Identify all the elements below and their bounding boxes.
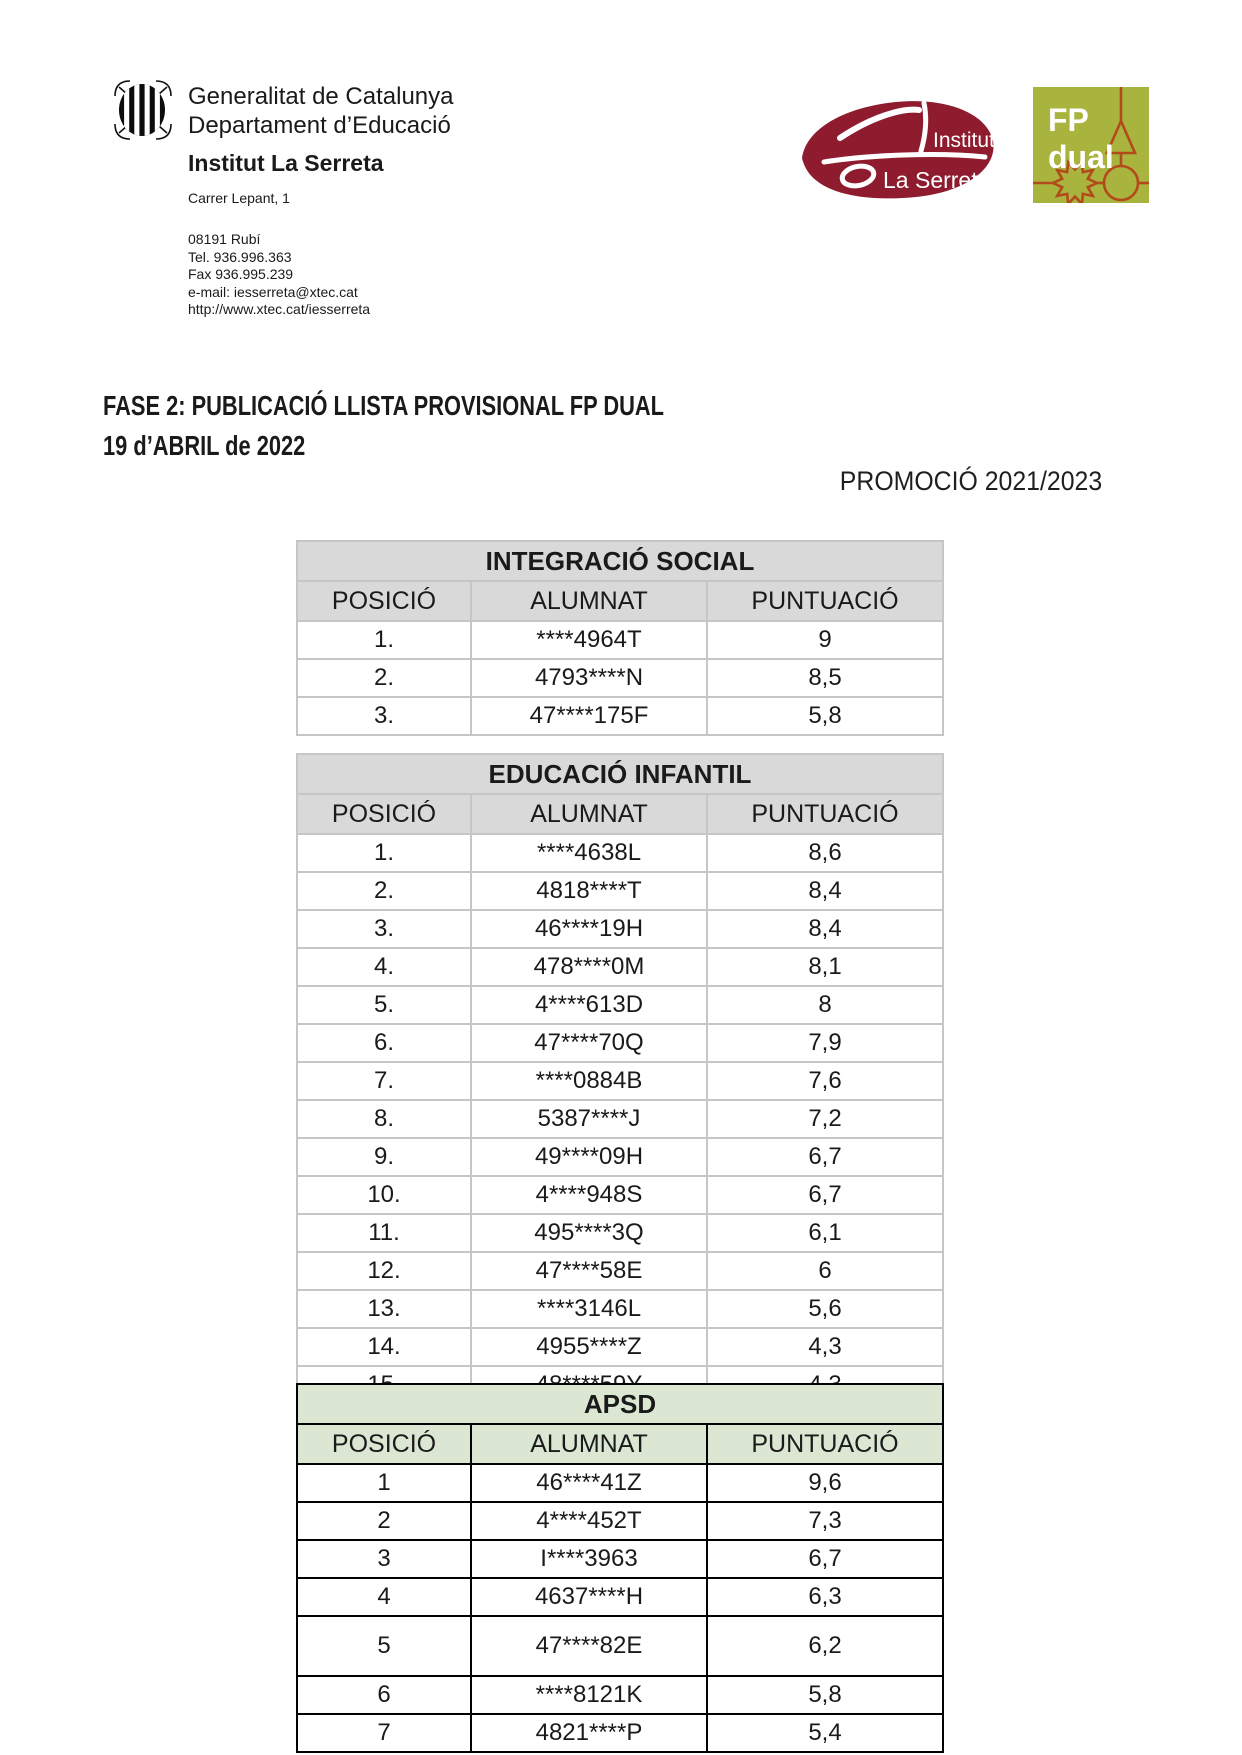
- table-row: [297, 1176, 943, 1214]
- postal-city: 08191 Rubí: [188, 231, 261, 247]
- column-header: PUNTUACIÓ: [707, 794, 943, 834]
- table-cell: 3: [297, 1540, 471, 1578]
- fax: Fax 936.995.239: [188, 266, 294, 282]
- table-cell: 2.: [297, 659, 471, 697]
- street-address: Carrer Lepant, 1: [188, 190, 290, 206]
- table-cell: 6,1: [707, 1214, 943, 1252]
- table-cell: 4****948S: [471, 1176, 707, 1214]
- document-title-line2: 19 d’ABRIL de 2022: [103, 430, 306, 461]
- table-row: [297, 1464, 943, 1502]
- table-cell: 7,2: [707, 1100, 943, 1138]
- serreta-logo-text1: Institut: [933, 129, 995, 152]
- table-cell: 9,6: [707, 1464, 943, 1502]
- column-header: ALUMNAT: [471, 794, 707, 834]
- table-cell: 2: [297, 1502, 471, 1540]
- column-header: POSICIÓ: [297, 581, 471, 621]
- table-integracio-social: [296, 540, 944, 736]
- table-cell: 7,9: [707, 1024, 943, 1062]
- table-cell: 4****452T: [471, 1502, 707, 1540]
- phone: Tel. 936.996.363: [188, 248, 292, 265]
- table-cell: 5,8: [707, 1676, 943, 1714]
- table-cell: 7,3: [707, 1502, 943, 1540]
- table-cell: 5: [297, 1616, 471, 1676]
- table-cell: 10.: [297, 1176, 471, 1214]
- column-header: POSICIÓ: [297, 794, 471, 834]
- table-row: [297, 1714, 943, 1752]
- table-row: [297, 1328, 943, 1366]
- fpdual-logo-text1: FP: [1048, 102, 1089, 138]
- contact-block: [188, 231, 370, 319]
- table-cell: 4.: [297, 948, 471, 986]
- table-cell: 49****09H: [471, 1138, 707, 1176]
- table-cell: ****8121K: [471, 1676, 707, 1714]
- school-name: Institut La Serreta: [188, 150, 384, 176]
- table-cell: 9: [707, 621, 943, 659]
- org-header: [188, 82, 454, 178]
- table-cell: 495****3Q: [471, 1214, 707, 1252]
- table-cell: ****3146L: [471, 1290, 707, 1328]
- table-cell: 8: [707, 986, 943, 1024]
- table-title: INTEGRACIÓ SOCIAL: [297, 541, 943, 581]
- table-cell: ****0884B: [471, 1062, 707, 1100]
- org-line2: Departament d’Educació: [188, 112, 451, 139]
- table-row: [297, 910, 943, 948]
- table-cell: 47****175F: [471, 697, 707, 735]
- table-row: [297, 872, 943, 910]
- table-cell: 478****0M: [471, 948, 707, 986]
- table-cell: 8,4: [707, 872, 943, 910]
- table-cell: 6,7: [707, 1176, 943, 1214]
- column-header: PUNTUACIÓ: [707, 581, 943, 621]
- table-cell: 7: [297, 1714, 471, 1752]
- column-header: PUNTUACIÓ: [707, 1424, 943, 1464]
- table-cell: 4,3: [707, 1328, 943, 1366]
- table-cell: 4****613D: [471, 986, 707, 1024]
- table-cell: 6: [297, 1676, 471, 1714]
- table-cell: I****3963: [471, 1540, 707, 1578]
- table-row: [297, 948, 943, 986]
- table-cell: 6,2: [707, 1616, 943, 1676]
- table-cell: 47****82E: [471, 1616, 707, 1676]
- fp-dual-logo-icon: [1033, 87, 1149, 203]
- table-cell: 8.: [297, 1100, 471, 1138]
- table-row: [297, 1252, 943, 1290]
- table-cell: 14.: [297, 1328, 471, 1366]
- table-cell: 8,5: [707, 659, 943, 697]
- table-row: [297, 1540, 943, 1578]
- table-cell: 4637****H: [471, 1578, 707, 1616]
- table-cell: 47****70Q: [471, 1024, 707, 1062]
- table-row: [297, 1616, 943, 1676]
- table-cell: 11.: [297, 1214, 471, 1252]
- table-cell: 6.: [297, 1024, 471, 1062]
- institut-la-serreta-logo-icon: [788, 96, 998, 203]
- table-row: [297, 986, 943, 1024]
- table-cell: 5,4: [707, 1714, 943, 1752]
- table-cell: 1.: [297, 834, 471, 872]
- table-cell: 6,7: [707, 1540, 943, 1578]
- table-cell: 8,6: [707, 834, 943, 872]
- table-row: [297, 1290, 943, 1328]
- table-cell: 1.: [297, 621, 471, 659]
- table-cell: 2.: [297, 872, 471, 910]
- table-row: [297, 659, 943, 697]
- table-row: [297, 621, 943, 659]
- table-title: EDUCACIÓ INFANTIL: [297, 754, 943, 794]
- table-cell: ****4964T: [471, 621, 707, 659]
- table-title: APSD: [297, 1384, 943, 1424]
- table-row: [297, 834, 943, 872]
- table-cell: 4: [297, 1578, 471, 1616]
- table-row: [297, 1214, 943, 1252]
- table-cell: 6: [707, 1252, 943, 1290]
- table-row: [297, 697, 943, 735]
- column-header: POSICIÓ: [297, 1424, 471, 1464]
- email: e-mail: iesserreta@xtec.cat: [188, 283, 358, 300]
- table-row: [297, 1062, 943, 1100]
- promotion-label: PROMOCIÓ 2021/2023: [839, 466, 1102, 496]
- table-row: [297, 1024, 943, 1062]
- table-cell: 5,8: [707, 697, 943, 735]
- website: http://www.xtec.cat/iesserreta: [188, 301, 371, 317]
- table-cell: 6,3: [707, 1578, 943, 1616]
- table-cell: 47****58E: [471, 1252, 707, 1290]
- table-cell: 6,7: [707, 1138, 943, 1176]
- table-cell: 13.: [297, 1290, 471, 1328]
- table-cell: 3.: [297, 697, 471, 735]
- document-title-line1: FASE 2: PUBLICACIÓ LLISTA PROVISIONAL FP DUAL: [103, 390, 665, 421]
- table-cell: 4818****T: [471, 872, 707, 910]
- table-cell: 7,6: [707, 1062, 943, 1100]
- table-row: [297, 1100, 943, 1138]
- table-cell: 4955****Z: [471, 1328, 707, 1366]
- column-header: ALUMNAT: [471, 581, 707, 621]
- table-cell: 4821****P: [471, 1714, 707, 1752]
- table-row: [297, 1138, 943, 1176]
- table-cell: 3.: [297, 910, 471, 948]
- generalitat-emblem-icon: [112, 78, 174, 142]
- table-cell: 9.: [297, 1138, 471, 1176]
- table-cell: 7.: [297, 1062, 471, 1100]
- table-row: [297, 1676, 943, 1714]
- table-row: [297, 1502, 943, 1540]
- table-cell: 12.: [297, 1252, 471, 1290]
- table-row: [297, 1578, 943, 1616]
- table-cell: ****4638L: [471, 834, 707, 872]
- table-cell: 8,1: [707, 948, 943, 986]
- table-cell: 4793****N: [471, 659, 707, 697]
- fpdual-logo-text2: dual: [1048, 139, 1114, 175]
- serreta-logo-text2: La Serreta: [883, 167, 991, 193]
- table-cell: 46****19H: [471, 910, 707, 948]
- table-cell: 1: [297, 1464, 471, 1502]
- table-cell: 5,6: [707, 1290, 943, 1328]
- table-cell: 5387****J: [471, 1100, 707, 1138]
- table-educacio-infantil: [296, 753, 944, 1405]
- table-cell: 46****41Z: [471, 1464, 707, 1502]
- org-line1: Generalitat de Catalunya: [188, 83, 454, 110]
- column-header: ALUMNAT: [471, 1424, 707, 1464]
- table-cell: 8,4: [707, 910, 943, 948]
- table-apsd: [296, 1383, 944, 1753]
- table-cell: 5.: [297, 986, 471, 1024]
